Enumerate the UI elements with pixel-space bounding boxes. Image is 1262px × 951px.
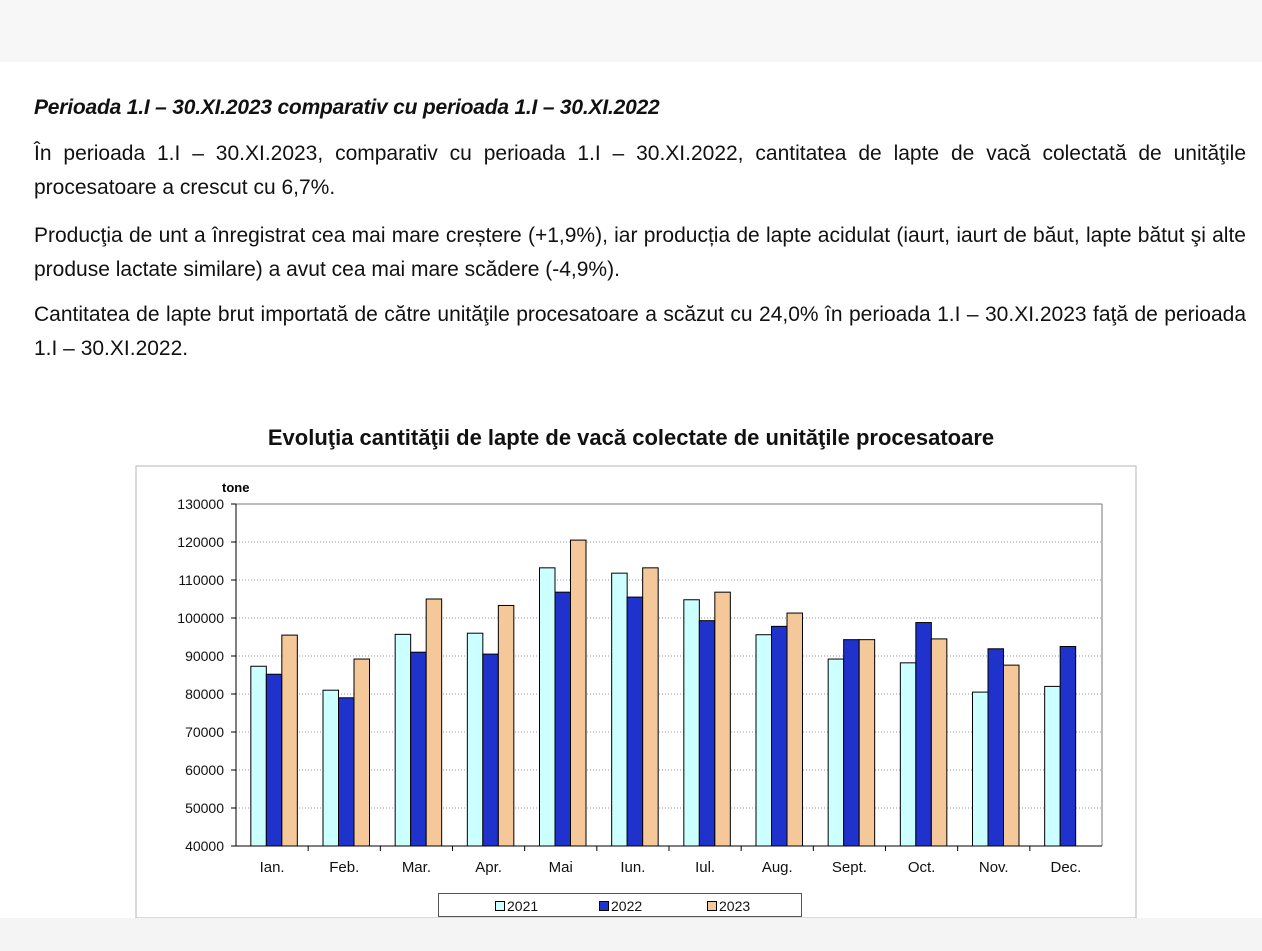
- bar-2021-sept: [828, 659, 844, 846]
- bar-2023-apr: [498, 605, 514, 846]
- y-tick-label: 90000: [185, 648, 224, 664]
- bar-2023-mar: [426, 599, 442, 846]
- x-tick-label: Iul.: [695, 859, 716, 876]
- y-tick-label: 100000: [177, 610, 224, 626]
- bar-2023-ian: [282, 635, 298, 846]
- bar-2021-nov: [973, 692, 989, 846]
- bar-2022-nov: [988, 649, 1004, 846]
- bar-2022-dec: [1060, 647, 1076, 847]
- legend-item-2021: [495, 898, 538, 914]
- bar-2022-mai: [555, 592, 571, 846]
- x-tick-label: Nov.: [978, 859, 1009, 876]
- x-tick-label: Mai: [548, 859, 573, 876]
- section-heading: Perioada 1.I – 30.XI.2023 comparativ cu perioada 1.I – 30.XI.2022: [34, 96, 660, 119]
- bar-2021-aug: [756, 635, 772, 846]
- bar-2022-iun: [627, 597, 643, 846]
- legend-swatch-2023: [707, 901, 717, 911]
- chart-title: Evoluţia cantităţii de lapte de vacă colectate de unităţile procesatoare: [267, 425, 995, 450]
- y-tick-label: 110000: [178, 572, 224, 588]
- paragraph-imports: Cantitatea de lapte brut importată de către unităţile procesatoare a scăzut cu 24,0% în perioada 1.I – 30.XI.2023 faţă de perioada 1.I – 30.XI.2022.: [34, 303, 1246, 360]
- bar-2022-ian: [266, 674, 282, 846]
- bar-2022-mar: [411, 652, 427, 846]
- y-axis-label: tone: [222, 480, 250, 495]
- legend-item-2022: [599, 898, 642, 914]
- bottom-band: [0, 918, 1262, 951]
- legend-swatch-2022: [599, 901, 609, 911]
- x-tick-label: Ian.: [259, 859, 285, 876]
- bar-2023-iun: [643, 568, 659, 846]
- bar-2021-dec: [1045, 686, 1061, 846]
- bar-2022-aug: [772, 626, 788, 846]
- y-tick-label: 40000: [185, 838, 224, 854]
- y-tick-label: 120000: [177, 534, 224, 550]
- bar-2021-apr: [467, 633, 483, 846]
- legend-item-2023: [707, 898, 750, 914]
- legend-label-2023: 2023: [719, 898, 751, 914]
- bar-2023-iul: [715, 592, 731, 846]
- bar-2023-nov: [1004, 665, 1020, 846]
- bar-2021-oct: [900, 663, 916, 846]
- bar-2023-sept: [859, 640, 875, 846]
- y-tick-label: 60000: [185, 762, 224, 778]
- chart-legend: [438, 893, 802, 917]
- x-tick-label: Dec.: [1050, 859, 1082, 876]
- x-tick-label: Sept.: [831, 859, 867, 876]
- x-tick-label: Iun.: [620, 859, 646, 876]
- bar-2022-oct: [916, 623, 932, 846]
- x-tick-label: Oct.: [907, 859, 936, 876]
- x-tick-label: Feb.: [329, 859, 360, 876]
- bar-2022-feb: [339, 698, 355, 846]
- y-tick-label: 80000: [185, 686, 224, 702]
- paragraph-milk-collection: În perioada 1.I – 30.XI.2023, comparativ cu perioada 1.I – 30.XI.2022, cantitatea de lapte de vacă colectată de unităţile procesatoare a crescut cu 6,7%.: [34, 142, 1246, 199]
- bar-2023-aug: [787, 613, 803, 846]
- y-tick-label: 50000: [185, 800, 224, 816]
- x-tick-label: Mar.: [401, 859, 432, 876]
- paragraph-dairy-products: Producţia de unt a înregistrat cea mai mare creștere (+1,9%), iar producția de lapte acidulat (iaurt, iaurt de băut, lapte bătut şi alte produse lactate similare) a avut cea mai mare scădere (-4,9%).: [34, 224, 1246, 281]
- bar-2022-apr: [483, 654, 499, 846]
- bar-2021-iun: [612, 573, 628, 846]
- bar-2021-mar: [395, 634, 411, 846]
- bar-2023-feb: [354, 659, 370, 846]
- x-tick-label: Aug.: [761, 859, 793, 876]
- bar-2022-iul: [699, 621, 715, 846]
- bar-2023-oct: [931, 639, 947, 846]
- legend-label-2021: 2021: [507, 898, 539, 914]
- bar-2021-ian: [251, 666, 266, 846]
- bar-2022-sept: [844, 640, 860, 846]
- legend-swatch-2021: [495, 901, 505, 911]
- y-tick-label: 70000: [185, 724, 224, 740]
- y-tick-label: 130000: [177, 496, 224, 512]
- legend-label-2022: 2022: [611, 898, 643, 914]
- x-tick-label: Apr.: [475, 859, 502, 876]
- bar-2023-mai: [571, 540, 587, 846]
- bar-2021-mai: [540, 568, 556, 846]
- bar-2021-feb: [323, 690, 339, 846]
- bar-2021-iul: [684, 600, 700, 846]
